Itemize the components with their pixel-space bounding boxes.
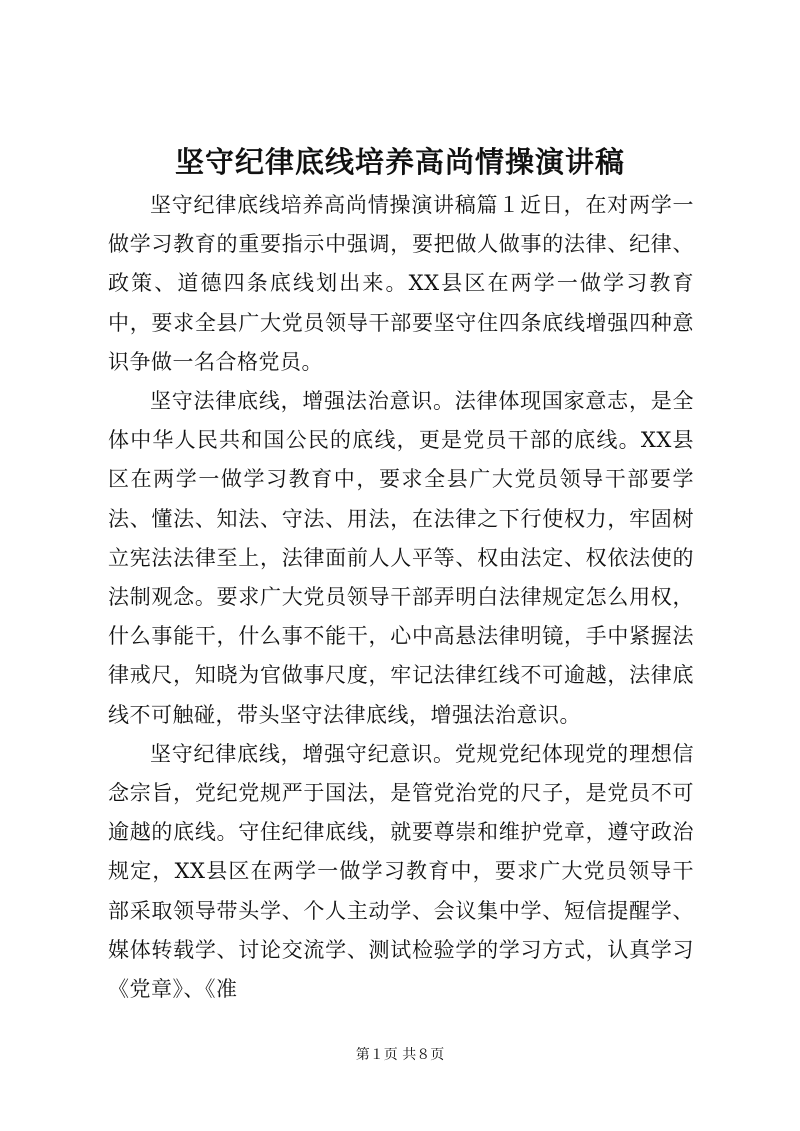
paragraph-2: 坚守法律底线，增强法治意识。法律体现国家意志，是全体中华人民共和国公民的底线，更是党员干部的底线。XX县区在两学一做学习教育中，要求全县广大党员领导干部要学法、懂法、知法、守法、用法，在法律之下行使权力，牢固树立宪法法律至上，法律面前人人平等、权由法定、权依法使的法制观念。要求广大党员领导干部弄明白法律规定怎么用权，什么事能干，什么事不能干，心中高悬法律明镜，手中紧握法律戒尺，知晓为官做事尺度，牢记法律红线不可逾越，法律底线不可触碰，带头坚守法律底线，增强法治意识。 — [108, 389, 694, 727]
paragraph-3: 坚守纪律底线，增强守纪意识。党规党纪体现党的理想信念宗旨，党纪党规严于国法，是管党治党的尺子，是党员不可逾越的底线。守住纪律底线，就要尊崇和维护党章，遵守政治规定，XX县区在两学一做学习教育中，要求广大党员领导干部采取领导带头学、个人主动学、会议集中学、短信提醒学、媒体转载学、讨论交流学、测试检验学的学习方式，认真学习《党章》、《准 — [108, 741, 694, 1002]
page-title: 坚守纪律底线培养高尚情操演讲稿 — [174, 145, 625, 179]
paragraph-1: 坚守纪律底线培养高尚情操演讲稿篇１近日，在对两学一做学习教育的重要指示中强调，要把做人做事的法律、纪律、政策、道德四条底线划出来。XX县区在两学一做学习教育中，要求全县广大党员领导干部要坚守住四条底线增强四种意识争做一名合格党员。 — [108, 193, 694, 374]
document-body — [108, 186, 694, 1009]
page-footer: 第１页 共８页 — [355, 1047, 445, 1063]
